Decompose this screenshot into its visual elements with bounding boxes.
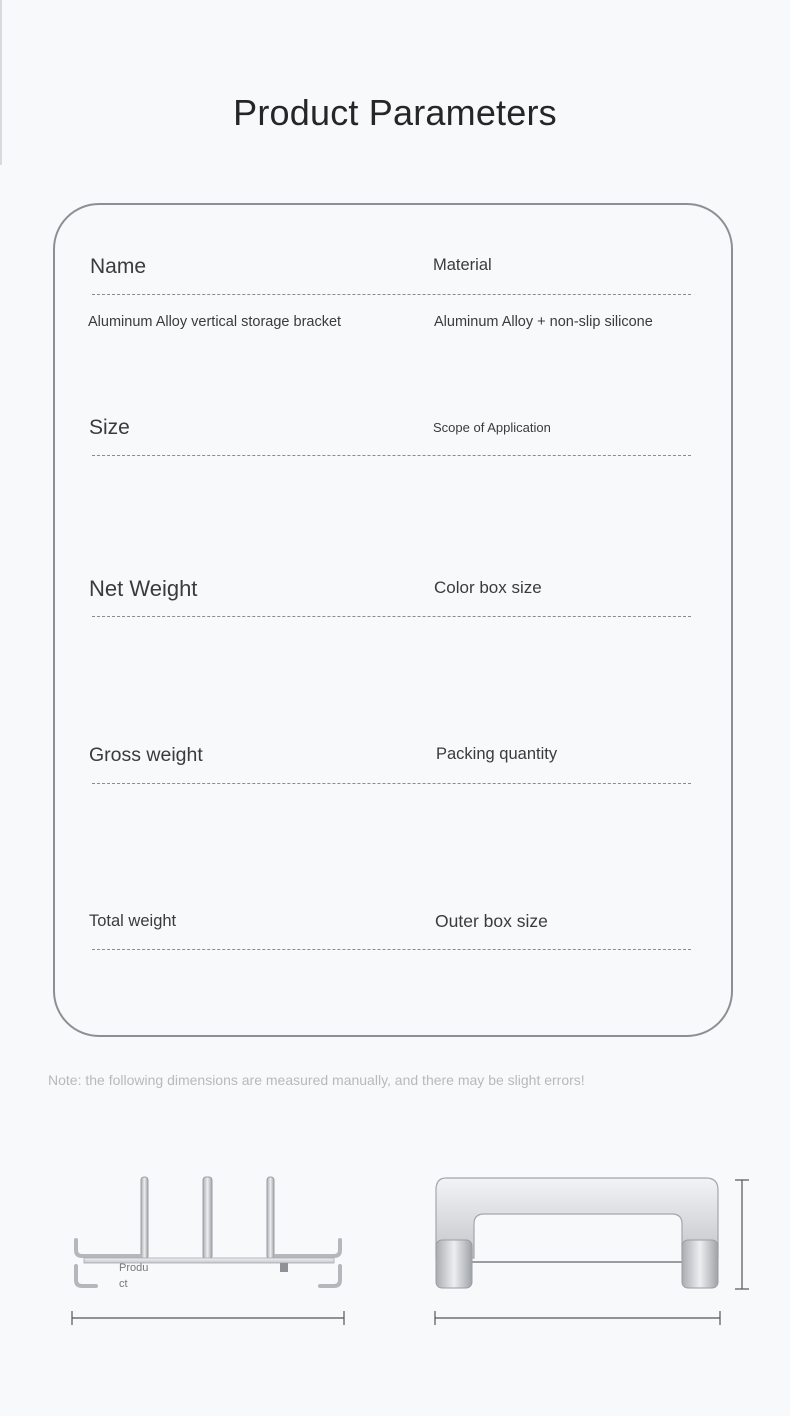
front-hook-top-left (76, 1240, 140, 1256)
front-divider-3 (267, 1177, 274, 1259)
side-foot-left (436, 1240, 472, 1288)
material-label: Material (433, 256, 492, 274)
outer-box-size-label: Outer box size (435, 911, 548, 931)
front-hook-top-right (276, 1240, 340, 1256)
material-value: Aluminum Alloy + non-slip silicone (434, 314, 653, 330)
front-foot-right (320, 1266, 340, 1286)
front-divider-1 (141, 1177, 148, 1259)
gross-weight-label: Gross weight (89, 744, 203, 766)
front-overlay-text-2: ct (119, 1278, 128, 1290)
total-weight-label: Total weight (89, 912, 177, 930)
page-title: Product Parameters (233, 92, 557, 133)
name-value: Aluminum Alloy vertical storage bracket (88, 314, 342, 330)
front-screw (280, 1263, 288, 1272)
color-box-size-label: Color box size (434, 578, 542, 597)
side-view-drawing (435, 1178, 749, 1325)
front-view-drawing (72, 1177, 344, 1325)
side-foot-right (682, 1240, 718, 1288)
front-divider-2 (203, 1177, 212, 1259)
front-foot-left (76, 1266, 96, 1286)
front-overlay-text-1: Produ (119, 1262, 149, 1274)
name-label: Name (90, 255, 147, 278)
size-label: Size (89, 416, 130, 439)
side-frame (436, 1178, 718, 1258)
scope-of-application-label: Scope of Application (433, 420, 551, 435)
measurement-note: Note: the following dimensions are measured manually, and there may be slight errors! (48, 1072, 585, 1088)
packing-quantity-label: Packing quantity (436, 745, 558, 763)
net-weight-label: Net Weight (89, 576, 198, 601)
